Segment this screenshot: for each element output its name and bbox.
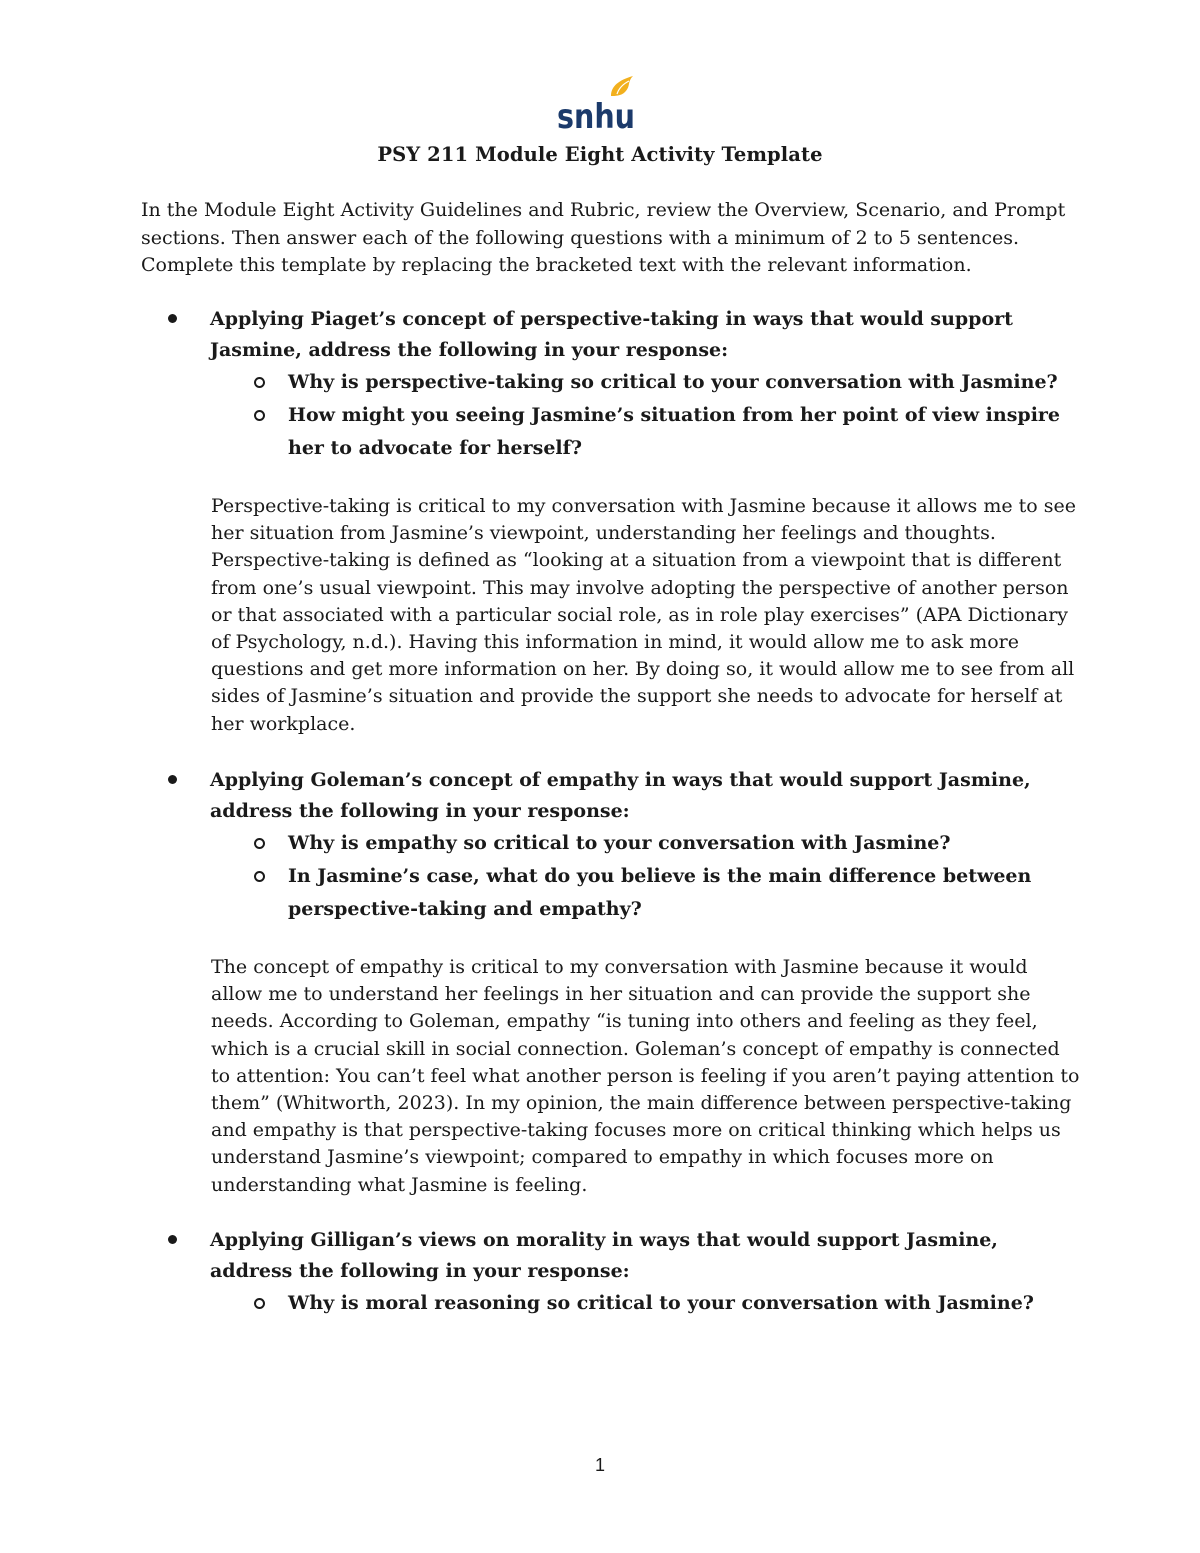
subquestion — [141, 860, 1081, 926]
bullet-icon — [168, 1235, 177, 1244]
subquestion — [141, 1287, 1081, 1320]
subquestion-text: In Jasmine’s case, what do you believe is the main difference between perspective-taking and empathy? — [288, 865, 1032, 920]
subquestion — [141, 366, 1081, 399]
question-main — [141, 765, 1081, 827]
question-text: Applying Gilligan’s views on morality in ways that would support Jasmine, address the following in your response: — [210, 1229, 998, 1282]
logo-text: snhu — [557, 97, 635, 137]
hollow-bullet-icon — [254, 410, 265, 421]
hollow-bullet-icon — [254, 1298, 265, 1309]
subquestion — [141, 827, 1081, 860]
subquestion-text: Why is perspective-taking so critical to your conversation with Jasmine? — [288, 371, 1058, 393]
hollow-bullet-icon — [254, 377, 265, 388]
snhu-logo — [555, 72, 639, 137]
answer-paragraph: Perspective-taking is critical to my conversation with Jasmine because it allows me to see her situation from Jasmine’s viewpoint, understanding her feelings and thoughts. Perspective-taking is defined as “looking at a situation from a viewpoint that is different from one’s usual viewpoint. This may involve adopting the perspective of another person or that associated with a particular social role, as in role play exercises” (APA Dictionary of Psychology, n.d.). Having this information in mind, it would allow me to ask more questions and get more information on her. By doing so, it would allow me to see from all sides of Jasmine’s situation and provide the support she needs to advocate for herself at her workplace. — [211, 495, 1076, 735]
section-gilligan — [141, 1225, 1081, 1320]
subquestion — [141, 399, 1081, 465]
subquestion-text: How might you seeing Jasmine’s situation from her point of view inspire her to advocate for herself? — [288, 404, 1061, 459]
section-goleman — [141, 765, 1081, 1199]
subquestion-text: Why is empathy so critical to your conversation with Jasmine? — [288, 832, 951, 854]
intro-paragraph: In the Module Eight Activity Guidelines and Rubric, review the Overview, Scenario, and Prompt sections. Then answer each of the following questions with a minimum of 2 to 5 sentences. Complete this template by replacing the bracketed text with the relevant information. — [141, 199, 1066, 276]
question-main — [141, 304, 1081, 366]
subquestion-text: Why is moral reasoning so critical to your conversation with Jasmine? — [288, 1292, 1034, 1314]
question-text: Applying Goleman’s concept of empathy in ways that would support Jasmine, address the following in your response: — [210, 769, 1031, 822]
question-text: Applying Piaget’s concept of perspective-taking in ways that would support Jasmine, address the following in your response: — [210, 308, 1013, 361]
section-piaget — [141, 304, 1081, 738]
page-number: 1 — [594, 1455, 605, 1475]
hollow-bullet-icon — [254, 871, 265, 882]
answer-paragraph: The concept of empathy is critical to my conversation with Jasmine because it would allow me to understand her feelings in her situation and can provide the support she needs. According to Goleman, empathy “is tuning into others and feeling as they feel, which is a crucial skill in social connection. Goleman’s concept of empathy is connected to attention: You can’t feel what another person is feeling if you aren’t paying attention to them” (Whitworth, 2023). In my opinion, the main difference between perspective-taking and empathy is that perspective-taking focuses more on critical thinking which helps us understand Jasmine’s viewpoint; compared to empathy in which focuses more on understanding what Jasmine is feeling. — [211, 956, 1080, 1196]
document-title: PSY 211 Module Eight Activity Template — [377, 143, 823, 166]
question-main — [141, 1225, 1081, 1287]
bullet-icon — [168, 314, 177, 323]
hollow-bullet-icon — [254, 838, 265, 849]
bullet-icon — [168, 775, 177, 784]
